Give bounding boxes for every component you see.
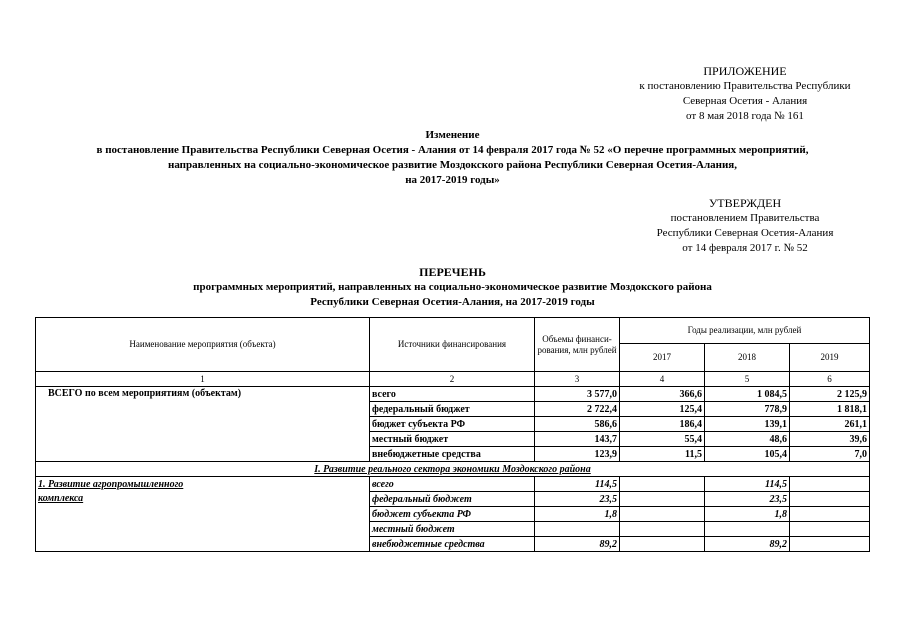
change-line-3: на 2017-2019 годы» — [405, 174, 500, 186]
volume-cell: 586,6 — [535, 417, 620, 432]
change-heading — [20, 128, 885, 188]
approved-line-2: Республики Северная Осетия-Алания — [656, 227, 834, 239]
volume-cell: 3 577,0 — [535, 387, 620, 402]
approved-block — [610, 196, 880, 256]
item-name-line-1: 1. Развитие агропромышленного — [36, 477, 370, 492]
table-row — [36, 387, 870, 402]
approved-line-1: постановлением Правительства — [670, 212, 820, 224]
source-cell: местный бюджет — [370, 522, 535, 537]
measures-table — [35, 317, 870, 552]
volume-cell: 23,5 — [535, 492, 620, 507]
total-name: ВСЕГО по всем мероприятиям (объектам) — [36, 387, 370, 462]
year-2019-cell: 261,1 — [790, 417, 870, 432]
year-2017-cell: 11,5 — [620, 447, 705, 462]
col-number: 5 — [705, 372, 790, 387]
volume-cell: 2 722,4 — [535, 402, 620, 417]
source-cell: бюджет субъекта РФ — [370, 417, 535, 432]
list-heading — [20, 265, 885, 310]
year-2017-cell — [620, 522, 705, 537]
col-number: 6 — [790, 372, 870, 387]
source-cell: всего — [370, 387, 535, 402]
list-line-1: программных мероприятий, направленных на социально-экономическое развитие Моздокского района — [193, 281, 712, 293]
year-2019-cell — [790, 507, 870, 522]
year-2018-cell: 23,5 — [705, 492, 790, 507]
header-year-2017: 2017 — [620, 344, 705, 372]
volume-cell: 143,7 — [535, 432, 620, 447]
source-cell: федеральный бюджет — [370, 492, 535, 507]
year-2019-cell — [790, 492, 870, 507]
annex-title: ПРИЛОЖЕНИЕ — [703, 64, 787, 78]
header-years-group: Годы реализации, млн рублей — [620, 318, 870, 344]
year-2018-cell: 89,2 — [705, 537, 790, 552]
item-name-line-2: комплекса — [36, 492, 370, 552]
header-volume: Объемы финанси-рования, млн рублей — [535, 318, 620, 372]
section-heading: I. Развитие реального сектора экономики Моздокского района — [36, 462, 870, 477]
year-2018-cell: 105,4 — [705, 447, 790, 462]
volume-cell — [535, 522, 620, 537]
col-number: 1 — [36, 372, 370, 387]
year-2017-cell — [620, 537, 705, 552]
col-number: 4 — [620, 372, 705, 387]
year-2019-cell — [790, 477, 870, 492]
approved-title: УТВЕРЖДЕН — [708, 196, 782, 210]
annex-line-1: к постановлению Правительства Республики — [639, 80, 851, 92]
year-2019-cell: 7,0 — [790, 447, 870, 462]
source-cell: местный бюджет — [370, 432, 535, 447]
year-2017-cell: 366,6 — [620, 387, 705, 402]
volume-cell: 89,2 — [535, 537, 620, 552]
header-year-2018: 2018 — [705, 344, 790, 372]
change-line-1: в постановление Правительства Республики Северная Осетия - Алания от 14 февраля 2017 года № 52 «О перечне программных мероприятий, — [96, 144, 809, 156]
col-number: 3 — [535, 372, 620, 387]
volume-cell: 1,8 — [535, 507, 620, 522]
header-year-2019: 2019 — [790, 344, 870, 372]
year-2018-cell: 48,6 — [705, 432, 790, 447]
source-cell: бюджет субъекта РФ — [370, 507, 535, 522]
header-name: Наименование мероприятия (объекта) — [36, 318, 370, 372]
table-row — [36, 477, 870, 492]
source-cell: федеральный бюджет — [370, 402, 535, 417]
annex-header — [600, 64, 890, 124]
year-2018-cell: 1,8 — [705, 507, 790, 522]
list-title: ПЕРЕЧЕНЬ — [419, 265, 486, 279]
year-2017-cell — [620, 492, 705, 507]
col-number: 2 — [370, 372, 535, 387]
change-line-2: направленных на социально-экономическое развитие Моздокского района Республики Северная Осетия-Алания, — [167, 159, 737, 171]
year-2019-cell — [790, 537, 870, 552]
volume-cell: 123,9 — [535, 447, 620, 462]
year-2018-cell: 778,9 — [705, 402, 790, 417]
year-2017-cell — [620, 507, 705, 522]
year-2017-cell: 186,4 — [620, 417, 705, 432]
header-source: Источники финансирования — [370, 318, 535, 372]
year-2017-cell: 55,4 — [620, 432, 705, 447]
change-title: Изменение — [425, 129, 480, 141]
source-cell: внебюджетные средства — [370, 537, 535, 552]
table-row — [36, 492, 870, 507]
year-2018-cell — [705, 522, 790, 537]
year-2019-cell: 1 818,1 — [790, 402, 870, 417]
year-2019-cell — [790, 522, 870, 537]
year-2019-cell: 2 125,9 — [790, 387, 870, 402]
year-2019-cell: 39,6 — [790, 432, 870, 447]
year-2017-cell — [620, 477, 705, 492]
year-2018-cell: 114,5 — [705, 477, 790, 492]
approved-line-3: от 14 февраля 2017 г. № 52 — [682, 242, 808, 254]
source-cell: всего — [370, 477, 535, 492]
year-2018-cell: 1 084,5 — [705, 387, 790, 402]
annex-line-3: от 8 мая 2018 года № 161 — [686, 110, 804, 122]
volume-cell: 114,5 — [535, 477, 620, 492]
source-cell: внебюджетные средства — [370, 447, 535, 462]
annex-line-2: Северная Осетия - Алания — [682, 95, 808, 107]
table-row — [36, 462, 870, 477]
year-2018-cell: 139,1 — [705, 417, 790, 432]
year-2017-cell: 125,4 — [620, 402, 705, 417]
list-line-2: Республики Северная Осетия-Алания, на 2017-2019 годы — [310, 296, 595, 308]
